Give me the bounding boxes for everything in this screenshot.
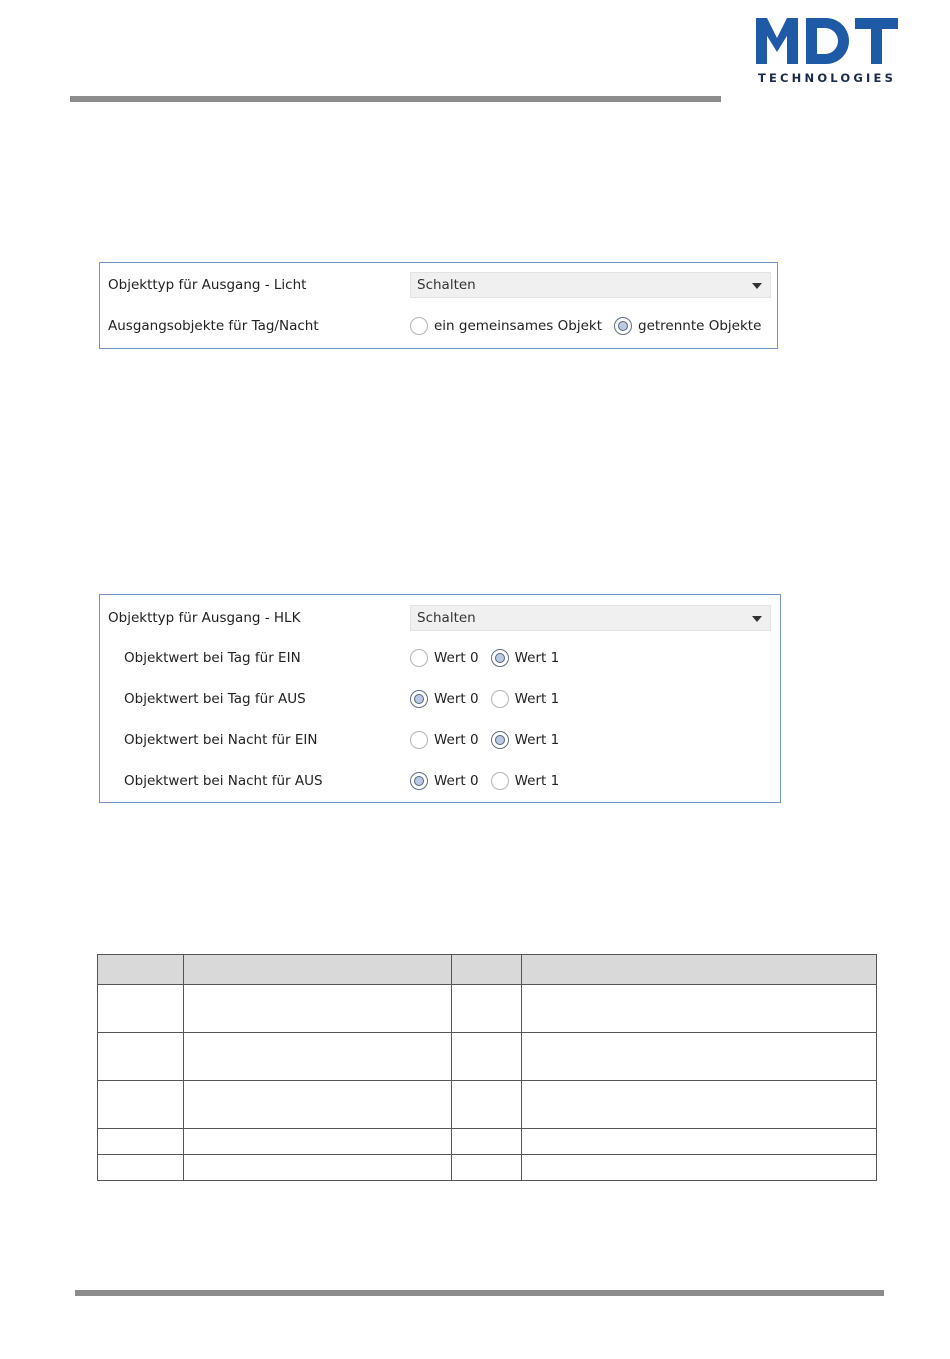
radio-label: Wert 0	[434, 650, 479, 666]
objekttyp-licht-value: Schalten	[417, 277, 476, 293]
settings-panel-hlk	[99, 594, 781, 803]
table-cell	[184, 1155, 452, 1181]
radio-label: Wert 0	[434, 773, 479, 789]
table-header-cell	[184, 955, 452, 985]
table-cell	[452, 1033, 522, 1081]
objektwert-nacht-aus-radio-group	[410, 770, 571, 792]
table-cell	[522, 1033, 877, 1081]
table-cell	[452, 1081, 522, 1129]
radio-button-selected[interactable]	[410, 772, 428, 790]
table-cell	[452, 1129, 522, 1155]
objekttyp-licht-row	[100, 269, 777, 301]
radio-button-selected[interactable]	[491, 731, 509, 749]
radio-button[interactable]	[491, 690, 509, 708]
radio-button-selected[interactable]	[614, 317, 632, 335]
radio-option-gemeinsam[interactable]	[410, 317, 602, 335]
radio-option-getrennt[interactable]	[614, 317, 761, 335]
radio-button-selected[interactable]	[410, 690, 428, 708]
radio-label: ein gemeinsames Objekt	[434, 318, 602, 334]
mdt-logo-mark	[756, 18, 898, 64]
objekttyp-licht-select[interactable]	[410, 272, 771, 298]
ausgangsobjekte-label: Ausgangsobjekte für Tag/Nacht	[108, 318, 319, 334]
table-cell	[184, 1033, 452, 1081]
radio-button[interactable]	[410, 731, 428, 749]
objekttyp-licht-label: Objekttyp für Ausgang - Licht	[108, 277, 307, 293]
radio-label: Wert 1	[514, 773, 560, 789]
radio-option-wert-1[interactable]	[491, 731, 560, 749]
table-row	[98, 1129, 877, 1155]
table-header-cell	[522, 955, 877, 985]
header-rule	[70, 96, 721, 102]
objekttyp-hlk-value: Schalten	[417, 610, 476, 626]
table-header-row	[98, 955, 877, 985]
objektwert-nacht-ein-row	[100, 724, 780, 756]
table-header-cell	[98, 955, 184, 985]
data-table	[97, 954, 877, 1181]
objekttyp-hlk-row	[100, 602, 780, 634]
objektwert-tag-ein-row	[100, 642, 780, 674]
radio-option-wert-1[interactable]	[491, 772, 560, 790]
table-cell	[98, 1129, 184, 1155]
table-cell	[98, 1155, 184, 1181]
settings-panel-licht	[99, 262, 778, 349]
objektwert-tag-aus-label: Objektwert bei Tag für AUS	[124, 691, 306, 707]
footer-rule	[75, 1290, 884, 1296]
radio-option-wert-0[interactable]	[410, 649, 479, 667]
ausgangsobjekte-radio-group	[410, 315, 773, 337]
radio-label: Wert 1	[514, 650, 560, 666]
table-cell	[452, 1155, 522, 1181]
radio-option-wert-1[interactable]	[491, 649, 560, 667]
table-row	[98, 985, 877, 1033]
radio-button[interactable]	[410, 317, 428, 335]
table-row	[98, 1033, 877, 1081]
radio-option-wert-0[interactable]	[410, 690, 479, 708]
table-cell	[184, 1081, 452, 1129]
radio-label: Wert 1	[514, 732, 560, 748]
table-cell	[98, 1033, 184, 1081]
table-cell	[522, 1155, 877, 1181]
radio-option-wert-0[interactable]	[410, 772, 479, 790]
objektwert-tag-ein-label: Objektwert bei Tag für EIN	[124, 650, 301, 666]
radio-button-selected[interactable]	[491, 649, 509, 667]
objektwert-nacht-ein-label: Objektwert bei Nacht für EIN	[124, 732, 318, 748]
objektwert-nacht-aus-label: Objektwert bei Nacht für AUS	[124, 773, 323, 789]
ausgangsobjekte-row	[100, 310, 777, 342]
table-cell	[522, 1129, 877, 1155]
dropdown-arrow-icon	[752, 283, 762, 289]
objektwert-tag-aus-row	[100, 683, 780, 715]
table-row	[98, 1081, 877, 1129]
objektwert-nacht-aus-row	[100, 765, 780, 797]
table-cell	[98, 985, 184, 1033]
objekttyp-hlk-select[interactable]	[410, 605, 771, 631]
radio-button[interactable]	[410, 649, 428, 667]
objektwert-tag-ein-radio-group	[410, 647, 571, 669]
radio-label: Wert 1	[514, 691, 560, 707]
dropdown-arrow-icon	[752, 616, 762, 622]
objektwert-tag-aus-radio-group	[410, 688, 571, 710]
radio-option-wert-0[interactable]	[410, 731, 479, 749]
table-header-cell	[452, 955, 522, 985]
radio-button[interactable]	[491, 772, 509, 790]
objekttyp-hlk-label: Objekttyp für Ausgang - HLK	[108, 610, 301, 626]
table-cell	[184, 985, 452, 1033]
table-cell	[98, 1081, 184, 1129]
radio-option-wert-1[interactable]	[491, 690, 560, 708]
logo-subtitle: TECHNOLOGIES	[757, 71, 897, 85]
table-row	[98, 1155, 877, 1181]
radio-label: Wert 0	[434, 691, 479, 707]
mdt-logo	[756, 18, 898, 90]
table-cell	[184, 1129, 452, 1155]
objektwert-nacht-ein-radio-group	[410, 729, 571, 751]
table-cell	[452, 985, 522, 1033]
radio-label: Wert 0	[434, 732, 479, 748]
table-cell	[522, 1081, 877, 1129]
table-cell	[522, 985, 877, 1033]
radio-label: getrennte Objekte	[638, 318, 762, 334]
